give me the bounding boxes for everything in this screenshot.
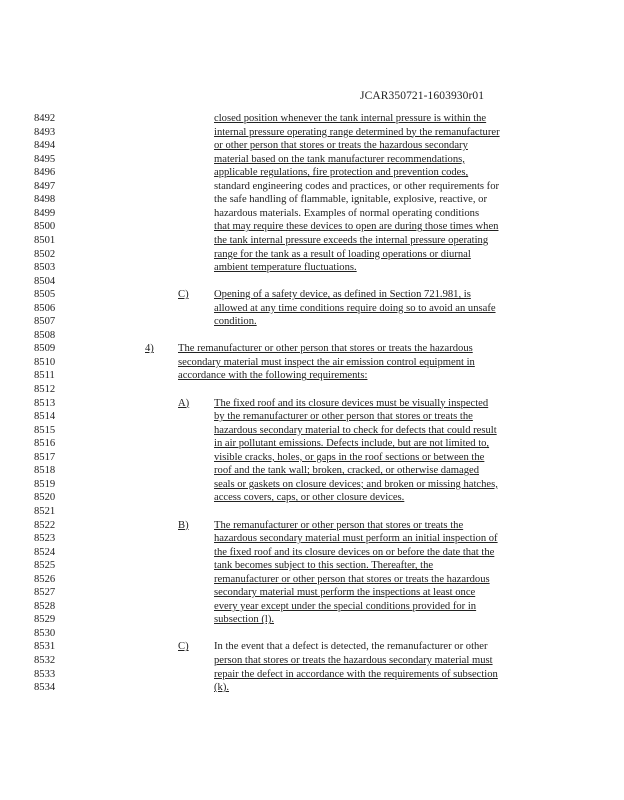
line-number: 8529 (34, 614, 56, 626)
item-b-line: tank becomes subject to this section. Thereafter, the (214, 560, 434, 572)
continuation-paragraph-line: or other person that stores or treats the hazardous secondary (214, 140, 468, 152)
document-id: JCAR350721-1603930r01 (360, 90, 485, 102)
line-number: 8502 (34, 248, 56, 260)
line-number: 8525 (34, 560, 56, 572)
continuation-paragraph-line: applicable regulations, fire protection and prevention codes, (214, 167, 469, 179)
item-a-line: The fixed roof and its closure devices must be visually inspected (214, 397, 489, 409)
item-a-line: in air pollutant emissions. Defects include, but are not limited to, (214, 438, 490, 450)
item-c2-line: (k). (214, 682, 230, 694)
line-number: 8495 (34, 153, 56, 165)
continuation-paragraph-line: material based on the tank manufacturer recommendations, (214, 153, 465, 165)
continuation-paragraph-line: the tank internal pressure exceeds the internal pressure operating (214, 234, 489, 246)
continuation-paragraph-line: standard engineering codes and practices, or other requirements for (214, 180, 500, 192)
item-a-line: visible cracks, holes, or gaps in the roof sections or between the (214, 451, 485, 463)
line-number: 8523 (34, 533, 56, 545)
line-number: 8505 (34, 289, 56, 301)
item-c2-line: In the event that a defect is detected, the remanufacturer or other (214, 641, 488, 653)
item-4-line: secondary material must inspect the air emission control equipment in (178, 356, 475, 368)
line-number: 8519 (34, 478, 56, 490)
item-b-line: subsection (l). (214, 614, 275, 626)
line-number: 8533 (34, 668, 56, 680)
item-c2-marker: C) (178, 641, 189, 653)
item-a-line: hazardous secondary material to check for defects that could result (214, 424, 497, 436)
line-number: 8494 (34, 140, 56, 152)
line-number: 8496 (34, 167, 56, 179)
continuation-paragraph-line: range for the tank as a result of loading operations or diurnal (214, 248, 471, 260)
line-number: 8500 (34, 221, 56, 233)
line-number: 8513 (34, 397, 56, 409)
line-number: 8508 (34, 329, 56, 341)
line-number: 8528 (34, 600, 56, 612)
line-number: 8509 (34, 343, 56, 355)
line-number: 8497 (34, 180, 56, 192)
line-number: 8532 (34, 655, 56, 666)
line-number: 8517 (34, 451, 56, 463)
line-number: 8501 (34, 234, 56, 246)
item-a-line: seals or gaskets on closure devices; and broken or missing hatches, (214, 478, 498, 490)
line-number: 8534 (34, 682, 56, 694)
item-c1-line: Opening of a safety device, as defined in Section 721.981, is (214, 289, 471, 301)
line-number: 8524 (34, 546, 56, 558)
line-number: 8526 (34, 573, 56, 585)
line-number: 8521 (34, 505, 56, 517)
line-number: 8527 (34, 587, 56, 599)
item-a-line: access covers, caps, or other closure devices. (214, 492, 405, 504)
line-number: 8530 (34, 627, 56, 639)
line-number: 8506 (34, 302, 56, 314)
line-number: 8504 (34, 275, 56, 287)
line-number: 8511 (34, 370, 55, 382)
item-4-line: The remanufacturer or other person that stores or treats the hazardous (178, 343, 473, 355)
line-number: 8520 (34, 492, 56, 504)
line-number: 8516 (34, 438, 56, 450)
continuation-paragraph-line: closed position whenever the tank internal pressure is within the (214, 113, 487, 124)
line-number: 8510 (34, 356, 56, 368)
line-number: 8503 (34, 262, 56, 274)
continuation-paragraph-line: internal pressure operating range determined by the remanufacturer (214, 126, 500, 138)
continuation-paragraph-line: that may require these devices to open are during those times when (214, 221, 499, 233)
line-number: 8493 (34, 126, 56, 138)
item-c1-line: condition. (214, 316, 257, 328)
item-c2-line: person that stores or treats the hazardous secondary material must (214, 655, 493, 666)
item-4-marker: 4) (145, 343, 154, 355)
item-c1-line: allowed at any time conditions require doing so to avoid an unsafe (214, 302, 496, 314)
continuation-paragraph-line: hazardous materials. Examples of normal operating conditions (214, 207, 480, 219)
line-number: 8514 (34, 411, 56, 423)
line-number: 8507 (34, 316, 56, 328)
item-c1-marker: C) (178, 289, 189, 301)
line-number: 8498 (34, 194, 56, 206)
line-number: 8515 (34, 424, 56, 436)
item-b-marker: B) (178, 519, 189, 531)
line-number: 8492 (34, 113, 56, 124)
item-b-line: hazardous secondary material must perform an initial inspection of (214, 533, 498, 545)
item-c2-line: repair the defect in accordance with the requirements of subsection (214, 668, 498, 680)
item-a-marker: A) (178, 397, 190, 409)
line-number: 8522 (34, 519, 56, 531)
item-4-line: accordance with the following requirements: (178, 370, 368, 382)
item-b-line: secondary material must perform the inspections at least once (214, 587, 476, 599)
item-a-line: by the remanufacturer or other person that stores or treats the (214, 411, 473, 423)
line-number: 8531 (34, 641, 56, 653)
line-number: 8518 (34, 465, 56, 477)
line-number: 8499 (34, 207, 56, 219)
item-b-line: The remanufacturer or other person that stores or treats the (214, 519, 464, 531)
item-b-line: the fixed roof and its closure devices on or before the date that the (214, 546, 495, 558)
item-b-line: remanufacturer or other person that stores or treats the hazardous (214, 573, 490, 585)
continuation-paragraph-line: the safe handling of flammable, ignitable, explosive, reactive, or (214, 194, 487, 206)
line-number: 8512 (34, 384, 56, 395)
item-a-line: roof and the tank wall; broken, cracked, or otherwise damaged (214, 465, 480, 477)
continuation-paragraph-line: ambient temperature fluctuations. (214, 262, 357, 274)
item-b-line: every year except under the special conditions provided for in (214, 600, 477, 612)
